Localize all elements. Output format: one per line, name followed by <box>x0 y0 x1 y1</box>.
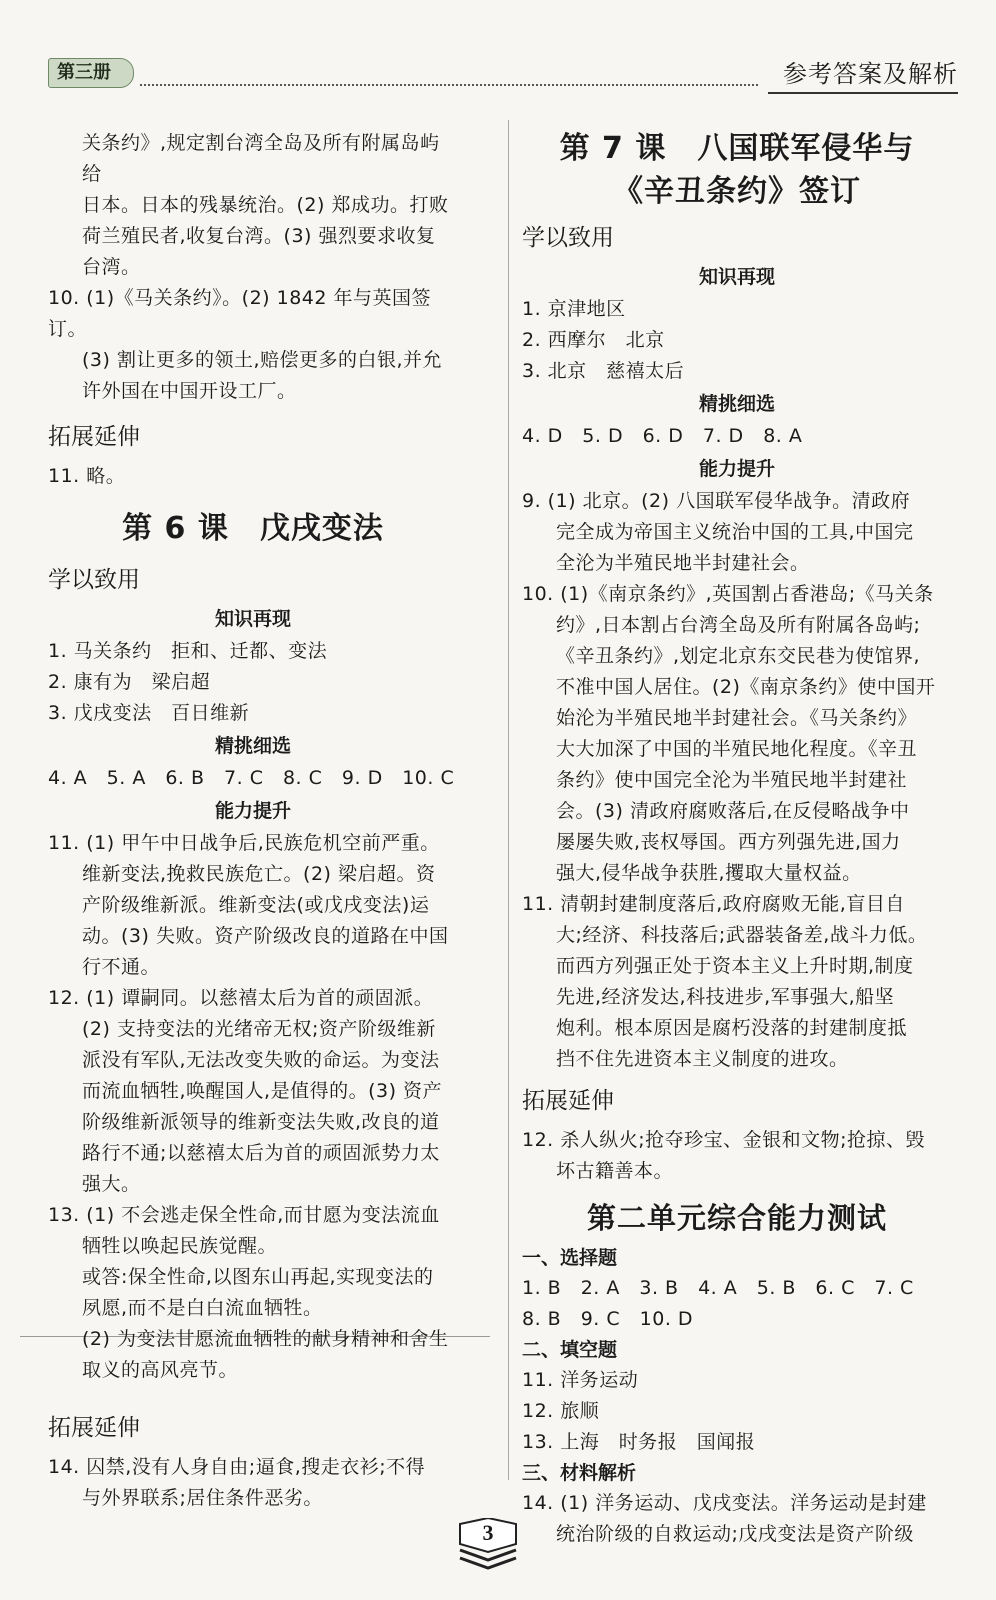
answer-11-line: 挡不住先进资本主义制度的进攻。 <box>556 1048 849 1070</box>
choice-answers: 1. B 2. A 3. B 4. A 5. B 6. C 7. C <box>522 1277 914 1299</box>
answer-12-line: (2) 支持变法的光绪帝无权;资产阶级维新 <box>82 1018 436 1040</box>
subheading-selection: 精挑细选 <box>698 393 775 415</box>
knowledge-item: 2. 西摩尔 北京 <box>522 329 665 351</box>
choice-answers: 4. D 5. D 6. D 7. D 8. A <box>522 425 803 447</box>
fill-answer: 13. 上海 时务报 国闻报 <box>522 1431 756 1453</box>
answer-12-line: 强大。 <box>82 1173 141 1195</box>
answer-12-line: 12. (1) 谭嗣同。以慈禧太后为首的顽固派。 <box>48 987 434 1009</box>
text-line: 荷兰殖民者,收复台湾。(3) 强烈要求收复 <box>82 225 436 247</box>
answer-11-line: 先进,经济发达,科技进步,军事强大,船坚 <box>556 986 895 1008</box>
subheading-selection: 精挑细选 <box>214 735 291 757</box>
answer-10-line: 许外国在中国开设工厂。 <box>82 380 297 402</box>
answer-12-line: 路行不通;以慈禧太后为首的顽固派势力太 <box>82 1142 440 1164</box>
part-heading-material: 三、材料解析 <box>522 1462 637 1484</box>
text-line: 关条约》,规定割台湾全岛及所有附属岛屿给 <box>82 132 440 185</box>
material-answer-line: 14. (1) 洋务运动、戊戌变法。洋务运动是封建 <box>522 1492 927 1514</box>
answer-11b-line: 产阶级维新派。维新变法(或戊戌变法)运 <box>82 894 430 916</box>
answer-10-line: 《辛丑条约》,划定北京东交民巷为使馆界, <box>556 645 921 667</box>
answer-13-line: 取义的高风亮节。 <box>82 1359 239 1381</box>
chapter-title-lesson-7-line1: 第 7 课 八国联军侵华与 <box>559 131 915 166</box>
answer-10-line: 屡屡失败,丧权辱国。西方列强先进,国力 <box>556 831 901 853</box>
answer-12-line: 12. 杀人纵火;抢夺珍宝、金银和文物;抢掠、毁 <box>522 1129 926 1151</box>
part-heading-choice: 一、选择题 <box>522 1247 618 1269</box>
answer-12-line: 阶级维新派领导的维新变法失败,改良的道 <box>82 1111 440 1133</box>
subheading-knowledge: 知识再现 <box>214 608 291 630</box>
section-heading-application: 学以致用 <box>522 225 614 251</box>
chapter-title-lesson-6: 第 6 课 戊戌变法 <box>122 511 384 546</box>
answer-10-line: 大大加深了中国的半殖民地化程度。《辛丑 <box>556 738 918 760</box>
answer-10-line: 会。(3) 清政府腐败落后,在反侵略战争中 <box>556 800 910 822</box>
answer-9-line: 9. (1) 北京。(2) 八国联军侵华战争。清政府 <box>522 490 911 512</box>
answer-10-line: 10. (1)《马关条约》。(2) 1842 年与英国签订。 <box>48 287 432 340</box>
unit-test-title: 第二单元综合能力测试 <box>586 1201 887 1235</box>
choice-answers: 8. B 9. C 10. D <box>522 1308 694 1330</box>
answer-11-line: 11. 清朝封建制度落后,政府腐败无能,盲目自 <box>522 893 905 915</box>
section-heading-application: 学以致用 <box>48 567 140 593</box>
fill-answer: 11. 洋务运动 <box>522 1369 639 1391</box>
column-divider <box>508 120 509 1480</box>
subheading-ability: 能力提升 <box>214 800 291 822</box>
chapter-title-lesson-7-line2: 《辛丑条约》签订 <box>613 174 861 209</box>
section-heading-extension: 拓展延伸 <box>48 424 140 450</box>
left-column <box>48 128 458 1514</box>
answer-11b-line: 动。(3) 失败。资产阶级改良的道路在中国 <box>82 925 449 947</box>
header-underline <box>768 92 958 94</box>
answer-12-line: 而流血牺牲,唤醒国人,是值得的。(3) 资产 <box>82 1080 443 1102</box>
answer-11: 11. 略。 <box>48 465 126 487</box>
answer-9-line: 全沦为半殖民地半封建社会。 <box>556 552 810 574</box>
section-heading-extension: 拓展延伸 <box>522 1088 614 1114</box>
page-number: 3 <box>482 1520 494 1545</box>
answer-14-line: 14. 囚禁,没有人身自由;逼食,搜走衣衫;不得 <box>48 1456 426 1478</box>
right-column <box>522 128 952 1550</box>
knowledge-item: 1. 京津地区 <box>522 298 626 320</box>
answer-11b-line: 11. (1) 甲午中日战争后,民族危机空前严重。 <box>48 832 440 854</box>
text-line: 台湾。 <box>82 256 141 278</box>
answer-12-line: 派没有军队,无法改变失败的命运。为变法 <box>82 1049 440 1071</box>
knowledge-item: 2. 康有为 梁启超 <box>48 671 211 693</box>
header-dotted-rule <box>140 84 758 86</box>
part-heading-fill: 二、填空题 <box>522 1339 618 1361</box>
answer-13-line: 牺牲以唤起民族觉醒。 <box>82 1235 278 1257</box>
answer-11-line: 炮利。根本原因是腐朽没落的封建制度抵 <box>556 1017 908 1039</box>
page-number-badge <box>456 1518 520 1574</box>
answer-10-line: 强大,侵华战争获胜,攫取大量权益。 <box>556 862 862 884</box>
answer-13-line: 夙愿,而不是白白流血牺牲。 <box>82 1297 323 1319</box>
header-title: 参考答案及解析 <box>783 60 958 88</box>
text-line: 日本。日本的残暴统治。(2) 郑成功。打败 <box>82 194 449 216</box>
answer-14-line: 与外界联系;居住条件恶劣。 <box>82 1487 323 1509</box>
subheading-knowledge: 知识再现 <box>698 266 775 288</box>
answer-11b-line: 行不通。 <box>82 956 161 978</box>
material-answer-line: 统治阶级的自救运动;戊戌变法是资产阶级 <box>556 1523 914 1545</box>
answer-11-line: 而西方列强正处于资本主义上升时期,制度 <box>556 955 914 977</box>
answer-13-line: (2) 为变法甘愿流血牺牲的献身精神和舍生 <box>82 1328 449 1350</box>
page-header <box>48 50 958 96</box>
knowledge-item: 3. 北京 慈禧太后 <box>522 360 685 382</box>
answer-13-line: 或答:保全性命,以图东山再起,实现变法的 <box>82 1266 434 1288</box>
section-heading-extension: 拓展延伸 <box>48 1415 140 1441</box>
subheading-ability: 能力提升 <box>698 458 775 480</box>
answer-11b-line: 维新变法,挽救民族危亡。(2) 梁启超。资 <box>82 863 436 885</box>
knowledge-item: 3. 戊戌变法 百日维新 <box>48 702 250 724</box>
answer-13-line: 13. (1) 不会逃走保全性命,而甘愿为变法流血 <box>48 1204 440 1226</box>
answer-12-line: 坏古籍善本。 <box>556 1160 674 1182</box>
answer-10-line: 10. (1)《南京条约》,英国割占香港岛;《马关条 <box>522 583 934 605</box>
answer-10-line: 约》,日本割占台湾全岛及所有附属各岛屿; <box>556 614 921 636</box>
answer-10-line: 条约》使中国完全沦为半殖民地半封建社 <box>556 769 908 791</box>
answer-10-line: 不准中国人居住。(2)《南京条约》使中国开 <box>556 676 936 698</box>
answer-9-line: 完全成为帝国主义统治中国的工具,中国完 <box>556 521 914 543</box>
answer-11-line: 大;经济、科技落后;武器装备差,战斗力低。 <box>556 924 928 946</box>
fill-answer: 12. 旅顺 <box>522 1400 600 1422</box>
knowledge-item: 1. 马关条约 拒和、迁都、变法 <box>48 640 328 662</box>
answer-10-line: 始沦为半殖民地半封建社会。《马关条约》 <box>556 707 918 729</box>
book-volume-tag: 第三册 <box>48 58 134 88</box>
choice-answers: 4. A 5. A 6. B 7. C 8. C 9. D 10. C <box>48 767 455 789</box>
answer-10-line: (3) 割让更多的领土,赔偿更多的白银,并允 <box>82 349 443 371</box>
